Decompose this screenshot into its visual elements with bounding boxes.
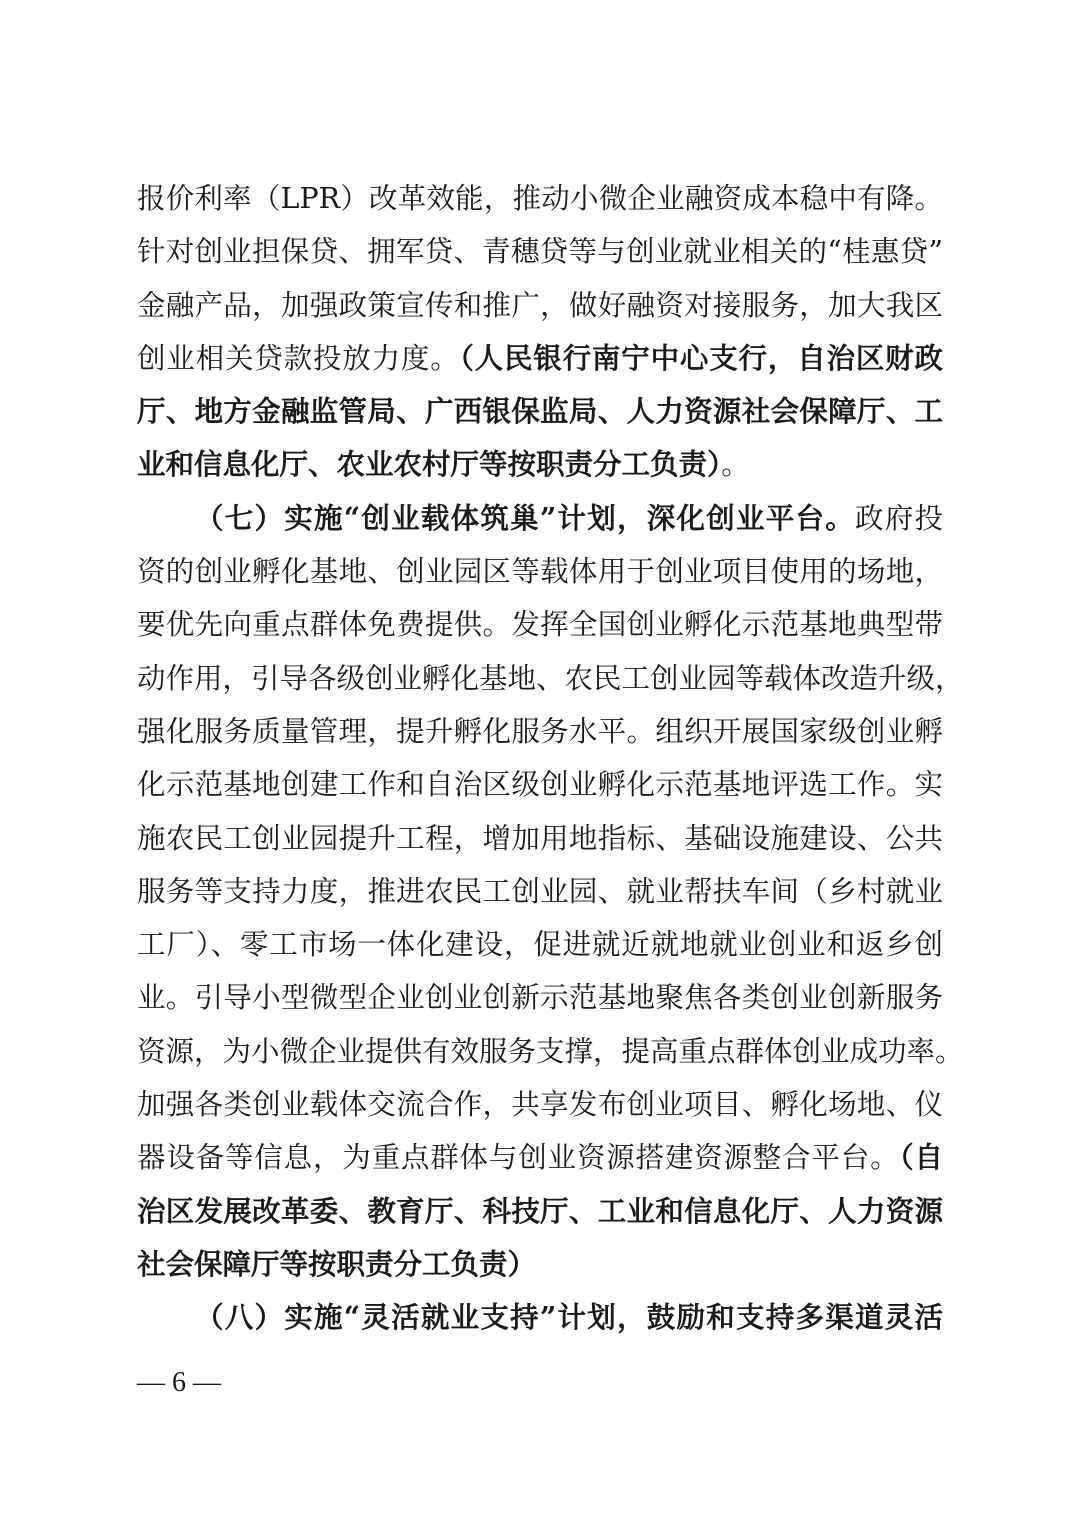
bold-text-segment: 社会保障厅等按职责分工负责）: [137, 1246, 537, 1281]
bold-text-segment: （自: [899, 1140, 943, 1175]
text-line: [137, 1025, 964, 1078]
text-segment: 创业相关贷款投放力度。: [137, 341, 460, 375]
text-segment: 报价利率（LPR）改革效能，推动小微企业融资成本稳中有降。: [137, 182, 943, 215]
text-segment: 政府投: [854, 501, 943, 535]
text-segment: 针对创业担保贷、拥军贷、青穗贷等与创业就业相关的“桂惠贷”: [137, 235, 943, 269]
text-segment: 化示范基地创建工作和自治区级创业孵化示范基地评选工作。实: [137, 768, 943, 802]
text-segment: 施农民工创业园提升工程，增加用地指标、基础设施建设、公共: [137, 821, 943, 855]
text-line: [137, 385, 943, 438]
bold-text-segment: 业和信息化厅、农业农村厅等按职责分工负责）: [137, 447, 722, 482]
text-line: [137, 1291, 943, 1344]
text-segment: 加强各类创业载体交流合作，共享发布创业项目、孵化场地、仪: [137, 1088, 943, 1122]
text-line: [137, 652, 964, 705]
text-line: [137, 865, 943, 918]
text-line: [137, 1185, 943, 1238]
text-line: [137, 812, 943, 865]
text-segment: 强化服务质量管理，提升孵化服务水平。组织开展国家级创业孵: [137, 714, 943, 748]
text-segment: 动作用，引导各级创业孵化基地、农民工创业园等载体改造升级，: [137, 661, 964, 695]
bold-text-segment: 治区发展改革委、教育厅、科技厅、工业和信息化厅、人力资源: [137, 1193, 943, 1228]
text-segment: 业。引导小型微型企业创业创新示范基地聚焦各类创业创新服务: [137, 981, 943, 1015]
text-segment: 工厂）、零工市场一体化建设，促进就近就地就业创业和返乡创: [137, 928, 943, 962]
text-segment: 金融产品，加强政策宣传和推广，做好融资对接服务，加大我区: [137, 288, 943, 322]
text-segment: 要优先向重点群体免费提供。发挥全国创业孵化示范基地典型带: [137, 608, 943, 642]
body-text: [137, 172, 964, 1345]
text-line: [137, 598, 943, 651]
text-line: [137, 1238, 943, 1291]
text-segment: 资源，为小微企业提供有效服务支撑，提高重点群体创业成功率。: [137, 1034, 964, 1068]
bold-text-segment: （七）实施“创业载体筑巢”计划，深化创业平台。: [195, 500, 855, 535]
text-line: [137, 172, 943, 225]
text-line: [137, 225, 943, 278]
text-segment: 。: [721, 448, 750, 482]
text-line: [137, 545, 943, 598]
text-line: [137, 971, 943, 1024]
bold-text-segment: 厅、地方金融监管局、广西银保监局、人力资源社会保障厅、工: [137, 394, 943, 429]
text-line: [137, 705, 943, 758]
text-line: [137, 1078, 943, 1131]
page-number: — 6 —: [137, 1367, 221, 1398]
text-line: [137, 332, 943, 385]
text-line: [137, 758, 943, 811]
text-segment: 资的创业孵化基地、创业园区等载体用于创业项目使用的场地，: [137, 555, 943, 589]
text-line: [137, 492, 943, 545]
bold-text-segment: （八）实施“灵活就业支持”计划，鼓励和支持多渠道灵活: [195, 1300, 943, 1335]
text-segment: 服务等支持力度，推进农民工创业园、就业帮扶车间（乡村就业: [137, 874, 943, 908]
text-line: [137, 438, 943, 491]
text-line: [137, 1131, 943, 1184]
text-segment: 器设备等信息，为重点群体与创业资源搭建资源整合平台。: [137, 1141, 900, 1175]
text-line: [137, 279, 943, 332]
text-line: [137, 918, 943, 971]
bold-text-segment: （人民银行南宁中心支行，自治区财政: [459, 340, 943, 375]
